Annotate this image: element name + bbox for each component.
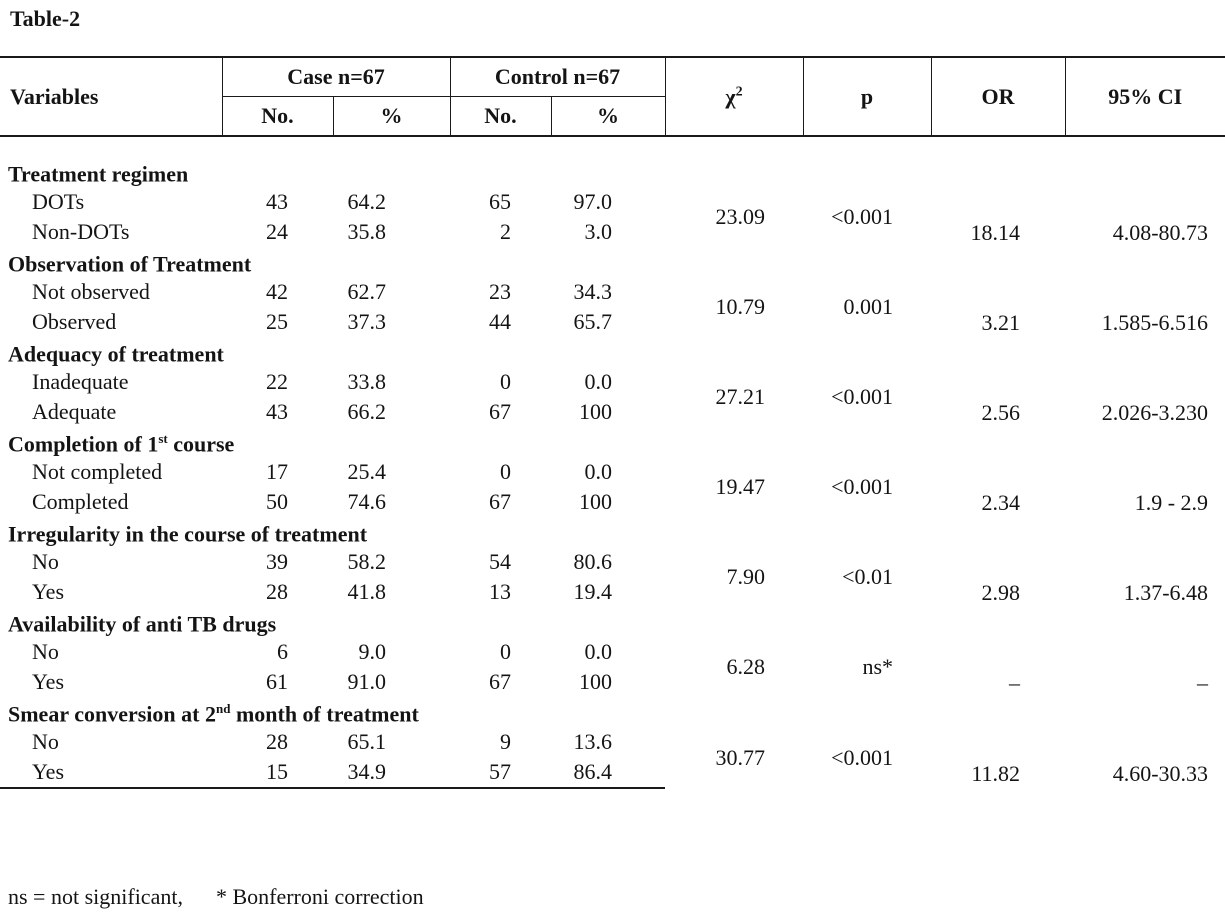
table-title: Table-2 xyxy=(10,6,81,31)
control-pct-cell: 3.0 xyxy=(584,219,613,244)
ci-cell: 1.9 - 2.9 xyxy=(1134,490,1209,515)
case-pct-cell: 34.9 xyxy=(333,757,450,788)
header-ci: 95% CI xyxy=(1065,57,1225,136)
header-case-pct: % xyxy=(333,97,450,137)
control-no-cell: 67 xyxy=(489,489,511,514)
control-pct-cell: 0.0 xyxy=(584,639,613,664)
control-no-cell: 13 xyxy=(489,579,511,604)
group-header-row xyxy=(0,607,1225,637)
case-pct-cell: 37.3 xyxy=(347,309,386,334)
header-case: Case n=67 xyxy=(222,57,450,97)
case-no-cell: 25 xyxy=(266,309,288,334)
row-label: Observed xyxy=(32,309,117,334)
odds-ratio-cell: 2.56 xyxy=(981,400,1021,425)
chi-square-cell: 27.21 xyxy=(715,384,766,409)
row-label: Not observed xyxy=(32,279,150,304)
odds-ratio-cell: 2.34 xyxy=(981,490,1021,515)
p-value-cell: <0.001 xyxy=(831,204,894,229)
footnote-ns: ns = not significant, xyxy=(8,884,183,909)
case-no-cell: 17 xyxy=(266,459,288,484)
control-no-cell: 67 xyxy=(489,669,511,694)
control-no-cell: 23 xyxy=(489,279,511,304)
control-pct-cell: 65.7 xyxy=(573,309,613,334)
case-pct-cell: 33.8 xyxy=(347,369,386,394)
case-pct-cell: 9.0 xyxy=(358,639,386,664)
group-header-row xyxy=(0,157,1225,187)
case-pct-cell: 74.6 xyxy=(347,489,386,514)
row-label: Non-DOTs xyxy=(32,219,130,244)
table-row xyxy=(0,367,1225,397)
ci-cell: 4.08-80.73 xyxy=(1112,220,1209,245)
group-title: Treatment regimen xyxy=(8,161,189,186)
table-row xyxy=(0,457,1225,487)
control-pct-cell: 100 xyxy=(579,669,613,694)
header-control-pct: % xyxy=(551,97,665,137)
case-pct-cell: 58.2 xyxy=(347,549,386,574)
group-title: Smear conversion at 2nd month of treatment xyxy=(8,700,419,726)
group-title: Adequacy of treatment xyxy=(8,341,224,366)
case-pct-cell: 91.0 xyxy=(347,669,386,694)
row-label: Completed xyxy=(32,489,129,514)
control-pct-cell: 100 xyxy=(579,399,613,424)
case-no-cell: 43 xyxy=(266,189,288,214)
case-no-cell: 15 xyxy=(222,757,333,788)
case-pct-cell: 41.8 xyxy=(347,579,386,604)
case-pct-cell: 65.1 xyxy=(347,729,386,754)
control-pct-cell: 0.0 xyxy=(584,369,613,394)
control-pct-cell: 34.3 xyxy=(573,279,613,304)
ci-cell: 2.026-3.230 xyxy=(1101,400,1209,425)
header-p: p xyxy=(803,57,931,136)
table-row xyxy=(0,547,1225,577)
chi-square-cell: 6.28 xyxy=(726,654,766,679)
group-header-row xyxy=(0,517,1225,547)
p-value-cell: 0.001 xyxy=(843,294,894,319)
control-pct-cell: 100 xyxy=(579,489,613,514)
group-title: Availability of anti TB drugs xyxy=(8,611,277,636)
group-title: Completion of 1st course xyxy=(8,430,235,456)
control-no-cell: 65 xyxy=(489,189,511,214)
table-row xyxy=(0,277,1225,307)
row-label: DOTs xyxy=(32,189,85,214)
control-no-cell: 0 xyxy=(500,459,511,484)
odds-ratio-cell: 3.21 xyxy=(981,310,1021,335)
row-label: No xyxy=(32,639,59,664)
case-no-cell: 28 xyxy=(266,579,288,604)
table-row xyxy=(0,727,1225,757)
odds-ratio-cell: 11.82 xyxy=(971,761,1021,786)
control-pct-cell: 80.6 xyxy=(573,549,613,574)
group-header-row xyxy=(0,427,1225,457)
control-pct-cell: 13.6 xyxy=(573,729,613,754)
p-value-cell: <0.001 xyxy=(831,384,894,409)
chi-square-cell: 23.09 xyxy=(715,204,766,229)
group-title: Observation of Treatment xyxy=(8,251,252,276)
row-label: Not completed xyxy=(32,459,163,484)
case-no-cell: 39 xyxy=(266,549,288,574)
control-no-cell: 0 xyxy=(500,369,511,394)
control-no-cell: 44 xyxy=(489,309,511,334)
row-label: Adequate xyxy=(32,399,117,424)
ci-cell: 4.60-30.33 xyxy=(1112,761,1209,786)
row-label: No xyxy=(32,549,59,574)
case-pct-cell: 62.7 xyxy=(347,279,386,304)
control-no-cell: 0 xyxy=(500,639,511,664)
row-label: Inadequate xyxy=(32,369,129,394)
control-no-cell: 9 xyxy=(500,729,511,754)
chi-square-cell: 19.47 xyxy=(715,474,766,499)
case-no-cell: 42 xyxy=(266,279,288,304)
case-pct-cell: 25.4 xyxy=(347,459,386,484)
case-no-cell: 22 xyxy=(266,369,288,394)
case-no-cell: 43 xyxy=(266,399,288,424)
table-row xyxy=(0,187,1225,217)
control-pct-cell: 0.0 xyxy=(584,459,613,484)
p-value-cell: <0.001 xyxy=(831,744,894,770)
row-label: Yes xyxy=(0,757,222,788)
control-no-cell: 2 xyxy=(500,219,511,244)
table-body xyxy=(0,136,1225,788)
footnote xyxy=(8,884,424,910)
p-value-cell: ns* xyxy=(862,654,894,679)
chi-square-cell: 7.90 xyxy=(726,564,766,589)
group-header-row xyxy=(0,247,1225,277)
ci-cell: 1.585-6.516 xyxy=(1101,310,1209,335)
chi-square-cell: 30.77 xyxy=(715,744,766,770)
group-title: Irregularity in the course of treatment xyxy=(8,521,368,546)
case-no-cell: 61 xyxy=(266,669,288,694)
control-pct-cell: 97.0 xyxy=(573,189,613,214)
case-pct-cell: 35.8 xyxy=(347,219,386,244)
header-control-no: No. xyxy=(450,97,551,137)
case-no-cell: 6 xyxy=(277,639,288,664)
control-no-cell: 54 xyxy=(489,549,511,574)
p-value-cell: <0.01 xyxy=(842,564,894,589)
table-row xyxy=(0,637,1225,667)
header-or: OR xyxy=(931,57,1065,136)
case-no-cell: 24 xyxy=(266,219,288,244)
control-no-cell: 57 xyxy=(450,757,551,788)
row-label: Yes xyxy=(32,669,65,694)
control-no-cell: 67 xyxy=(489,399,511,424)
odds-ratio-cell: 2.98 xyxy=(981,580,1021,605)
ci-cell: – xyxy=(1197,670,1209,695)
results-table xyxy=(0,56,1225,789)
chi-square-cell: 10.79 xyxy=(715,294,766,319)
group-header-row xyxy=(0,337,1225,367)
control-pct-cell: 86.4 xyxy=(551,757,665,788)
control-pct-cell: 19.4 xyxy=(573,579,613,604)
odds-ratio-cell: 18.14 xyxy=(970,220,1021,245)
odds-ratio-cell: – xyxy=(1009,670,1021,695)
footnote-bonferroni: * Bonferroni correction xyxy=(215,884,424,909)
case-no-cell: 28 xyxy=(266,729,288,754)
p-value-cell: <0.001 xyxy=(831,474,894,499)
header-chi-square: $\chi^2$ xyxy=(665,57,803,136)
case-no-cell: 50 xyxy=(266,489,288,514)
case-pct-cell: 64.2 xyxy=(347,189,386,214)
ci-cell: 1.37-6.48 xyxy=(1123,580,1209,605)
case-pct-cell: 66.2 xyxy=(347,399,386,424)
header-control: Control n=67 xyxy=(450,57,665,97)
row-label: No xyxy=(32,729,59,754)
header-variables: Variables xyxy=(0,57,222,136)
header-case-no: No. xyxy=(222,97,333,137)
row-label: Yes xyxy=(32,579,65,604)
group-header-row xyxy=(0,697,1225,727)
